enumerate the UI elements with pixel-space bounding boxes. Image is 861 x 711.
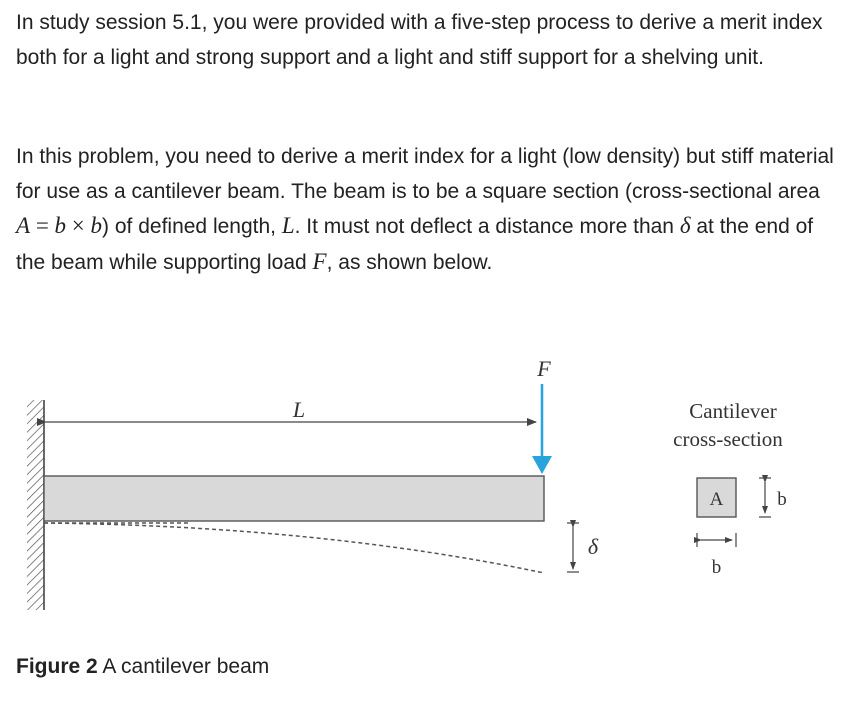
label-b-bottom: b	[711, 557, 722, 578]
figure-caption	[16, 653, 269, 681]
problem-text-3: . It must not deflect a distance more than	[294, 215, 680, 238]
beam	[44, 476, 544, 521]
figure-caption-text: A cantilever beam	[97, 655, 270, 678]
deflection-dimension	[567, 523, 579, 572]
var-delta: δ	[679, 213, 691, 238]
cantilever-beam-figure	[0, 340, 861, 640]
label-b-side: b	[777, 489, 787, 510]
var-b-2: b	[90, 213, 103, 238]
wall-support	[27, 400, 44, 610]
label-A: A	[709, 489, 724, 510]
label-F: F	[537, 356, 551, 381]
height-dimension	[759, 478, 771, 517]
var-b-1: b	[54, 213, 67, 238]
var-L: L	[281, 213, 295, 238]
label-L: L	[292, 397, 306, 422]
times-sign: ×	[66, 213, 91, 238]
width-dimension	[697, 533, 736, 547]
deflected-shape	[44, 523, 544, 573]
label-delta: δ	[587, 534, 599, 559]
problem-paragraph	[16, 140, 836, 280]
figure-caption-label: Figure 2	[16, 655, 98, 678]
problem-text-5: , as shown below.	[326, 250, 493, 274]
problem-text-4: at the end of the beam while supporting load	[16, 215, 814, 274]
cross-section-title-line2: cross-section	[673, 427, 783, 451]
var-A: A	[16, 213, 31, 238]
problem-text-2: ) of defined length,	[102, 215, 282, 238]
load-arrow	[532, 384, 552, 474]
intro-paragraph: In study session 5.1, you were provided with a five-step process to derive a merit index both for a light and strong support and a light and stiff support for a shelving unit.	[16, 11, 823, 69]
var-F: F	[312, 248, 327, 274]
equals-sign: =	[30, 213, 55, 238]
problem-text-1: In this problem, you need to derive a merit index for a light (low density) but stiff material for use as a cantilever beam. The beam is to be a square section (cross-sectional area	[16, 145, 834, 203]
cross-section-title-line1: Cantilever	[689, 399, 777, 423]
